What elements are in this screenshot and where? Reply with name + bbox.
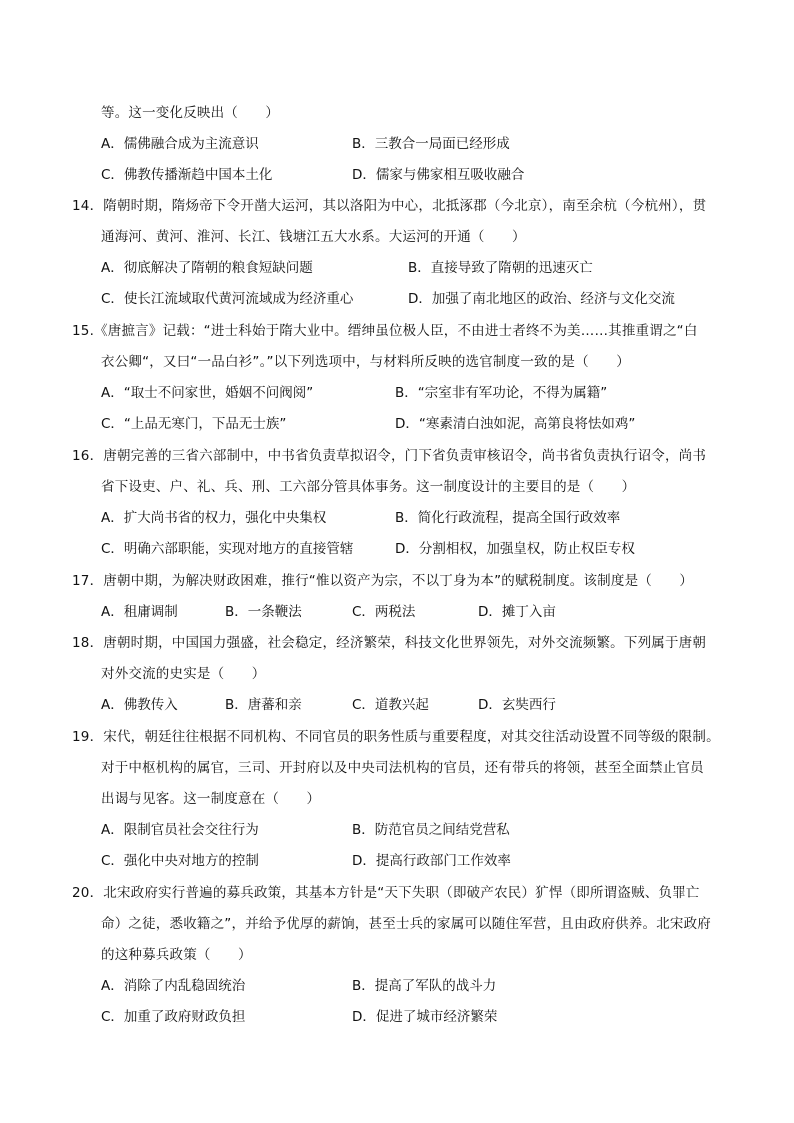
q17-stem-line-1: 17．唐朝中期，为解决财政困难，推行“惟以资产为宗，不以丁身为本”的赋税制度。该制度是（ ）: [72, 573, 694, 589]
q15-option-b: B．“宗室非有军功论，不得为属籍”: [395, 385, 608, 401]
q14-stem-line-1: 14．隋朝时期，隋炀帝下令开凿大运河，其以洛阳为中心，北抵涿郡（今北京），南至余杭（今杭州），贯: [72, 198, 707, 214]
q20-option-d: D．促进了城市经济繁荣: [352, 1009, 498, 1025]
q15-option-c: C．“上品无寒门，下品无士族”: [101, 416, 287, 432]
q18-option-d: D．玄奘西行: [478, 697, 556, 713]
q20-option-c: C．加重了政府财政负担: [101, 1009, 246, 1025]
q14-option-d: D．加强了南北地区的政治、经济与文化交流: [408, 291, 675, 307]
q14-stem-line-2: 通海河、黄河、淮河、长江、钱塘江五大水系。大运河的开通（ ）: [101, 229, 526, 245]
q15-option-d: D．“寒素清白浊如泥，高第良将怯如鸡”: [395, 416, 636, 432]
q16-stem-line-1: 16．唐朝完善的三省六部制中，中书省负责草拟诏令，门下省负责审核诏令，尚书省负责执行诏令，尚书: [72, 448, 707, 464]
q20-stem-line-3: 的这种募兵政策（ ）: [101, 947, 252, 963]
q16-option-d: D．分割相权，加强皇权，防止权臣专权: [395, 541, 635, 557]
q13-option-c: C．佛教传播渐趋中国本土化: [101, 167, 273, 183]
q17-option-a: A．租庸调制: [101, 604, 178, 620]
q18-stem-line-1: 18．唐朝时期，中国国力强盛，社会稳定，经济繁荣，科技文化世界领先，对外交流频繁。下列属于唐朝: [72, 635, 707, 651]
q18-stem-line-2: 对外交流的史实是（ ）: [101, 666, 266, 682]
q17-option-b: B．一条鞭法: [225, 604, 302, 620]
q18-option-c: C．道教兴起: [352, 697, 429, 713]
q16-option-a: A．扩大尚书省的权力，强化中央集权: [101, 510, 327, 526]
q13-option-d: D．儒家与佛家相互吸收融合: [352, 167, 525, 183]
q14-option-c: C．使长江流域取代黄河流域成为经济重心: [101, 291, 354, 307]
q18-option-a: A．佛教传入: [101, 697, 178, 713]
q19-option-d: D．提高行政部门工作效率: [352, 853, 511, 869]
q16-stem-line-2: 省下设吏、户、礼、兵、刑、工六部分管具体事务。这一制度设计的主要目的是（ ）: [101, 479, 636, 495]
q19-option-b: B．防范官员之间结党营私: [352, 822, 510, 838]
q16-option-c: C．明确六部职能，实现对地方的直接管辖: [101, 541, 354, 557]
q20-option-b: B．提高了军队的战斗力: [352, 978, 497, 994]
q19-option-a: A．限制官员社会交往行为: [101, 822, 259, 838]
q15-stem-line-2: 衣公卿“，又曰“一品白衫”。”以下列选项中，与材料所反映的选官制度一致的是（ ）: [101, 354, 630, 370]
q17-option-d: D．摊丁入亩: [478, 604, 556, 620]
q13-option-b: B．三教合一局面已经形成: [352, 136, 510, 152]
q13-option-a: A．儒佛融合成为主流意识: [101, 136, 259, 152]
q16-option-b: B．简化行政流程，提高全国行政效率: [395, 510, 621, 526]
q15-stem-line-1: 15.《唐摭言》记载：“进士科始于隋大业中。缙绅虽位极人臣，不由进士者终不为美……其推重谓之“白: [72, 323, 698, 339]
q20-option-a: A．消除了内乱稳固统治: [101, 978, 246, 994]
q19-option-c: C．强化中央对地方的控制: [101, 853, 259, 869]
q14-option-a: A．彻底解决了隋朝的粮食短缺问题: [101, 260, 313, 276]
q14-option-b: B．直接导致了隋朝的迅速灭亡: [408, 260, 593, 276]
q18-option-b: B．唐蕃和亲: [225, 697, 302, 713]
q19-stem-line-3: 出谒与见客。这一制度意在（ ）: [101, 791, 321, 807]
q19-stem-line-2: 对于中枢机构的属官，三司、开封府以及中央司法机构的官员，还有带兵的将领，甚至全面禁止官员: [101, 760, 704, 776]
q15-option-a: A．“取士不问家世，婚姻不问阀阅”: [101, 385, 314, 401]
q20-stem-line-1: 20．北宋政府实行普遍的募兵政策，其基本方针是“天下失职（即破产农民）犷悍（即所谓盗贼、负罪亡: [72, 885, 700, 901]
q17-option-c: C．两税法: [352, 604, 416, 620]
q13-stem: 等。这一变化反映出（ ）: [101, 105, 280, 121]
q19-stem-line-1: 19．宋代，朝廷往往根据不同机构、不同官员的职务性质与重要程度，对其交往活动设置不同等级的限制。: [72, 729, 720, 745]
q20-stem-line-2: 命）之徒，悉收籍之”，并给予优厚的薪饷，甚至士兵的家属可以随住军营，且由政府供养。北宋政府: [101, 916, 711, 932]
